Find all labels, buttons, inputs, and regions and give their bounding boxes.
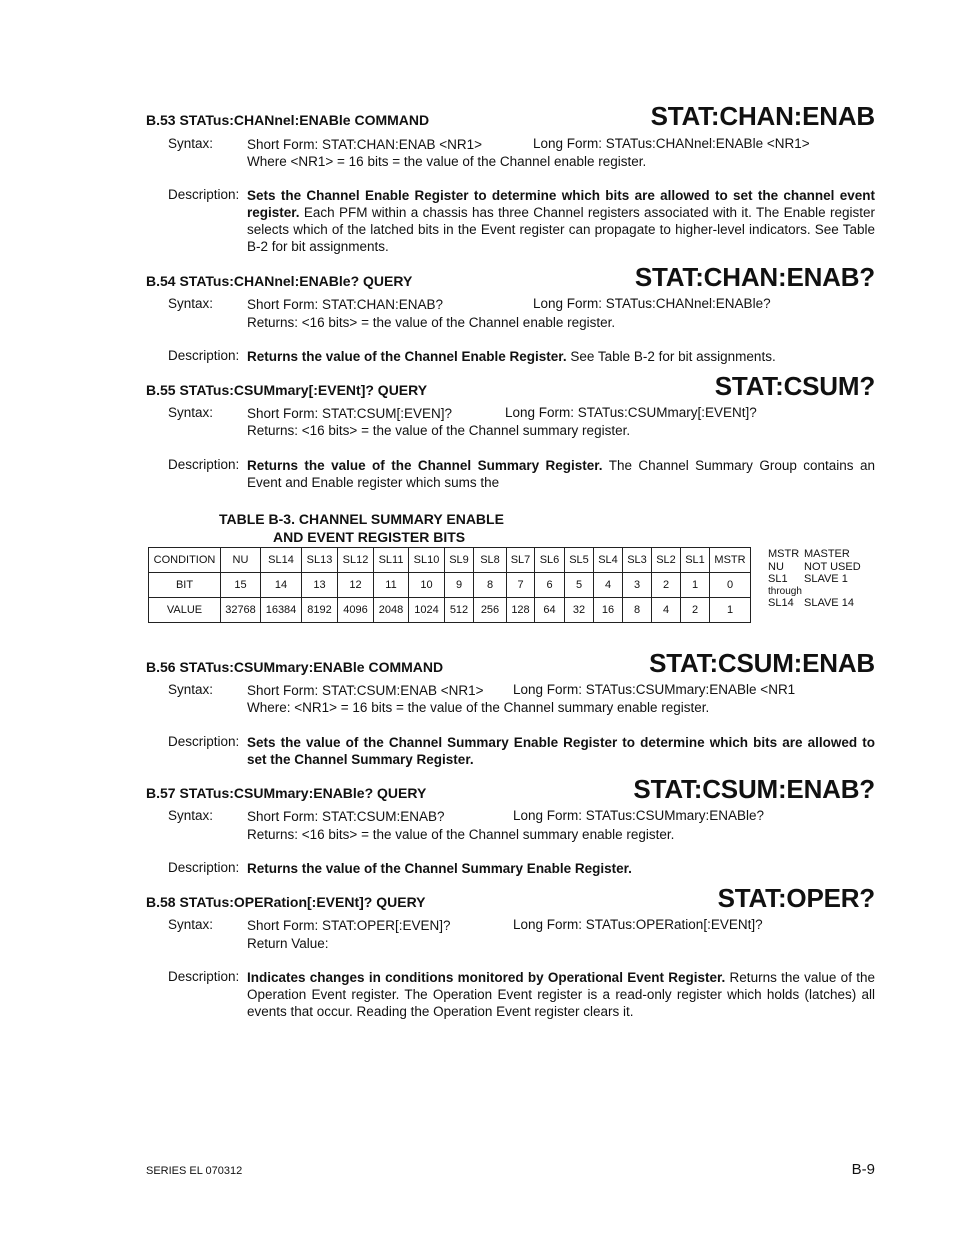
table-cell: 3 [623, 573, 652, 598]
table-cell: 13 [302, 573, 338, 598]
syntax-detail: Where: <NR1> = 16 bits = the value of the Channel summary enable register. [247, 700, 710, 715]
section-heading: B.57 STATus:CSUMmary:ENABle? QUERY [146, 785, 427, 801]
section-heading: B.54 STATus:CHANnel:ENABle? QUERY [146, 273, 413, 289]
long-form: Long Form: STATus:CSUMmary:ENABle? [513, 808, 765, 823]
table-cell: 32 [565, 598, 594, 623]
short-form: Short Form: STAT:CSUM:ENAB <NR1> [247, 683, 484, 698]
short-form: Short Form: STAT:CSUM[:EVEN]? [247, 406, 453, 421]
footer-series: SERIES EL 070312 [146, 1165, 243, 1177]
page-number: B-9 [851, 1161, 875, 1178]
table-cell: NU [221, 548, 261, 573]
description-text [247, 969, 875, 1020]
command-title: STAT:CSUM? [714, 371, 875, 401]
table-cell: MSTR [710, 548, 751, 573]
table-cell: 0 [710, 573, 751, 598]
table-cell: 5 [565, 573, 594, 598]
syntax-label: Syntax: [168, 917, 214, 932]
short-form: Short Form: STAT:CSUM:ENAB? [247, 809, 445, 824]
table-row-value [149, 598, 751, 623]
command-title: STAT:CHAN:ENAB? [634, 262, 875, 292]
syntax-label: Syntax: [168, 682, 214, 697]
description-label: Description: [168, 457, 240, 472]
description-label: Description: [168, 860, 240, 875]
description-rest: The Channel Summary Group contains an Event and Enable register which sums the [247, 458, 875, 490]
table-cell: 8192 [302, 598, 338, 623]
table-cell: SL6 [535, 548, 565, 573]
table-cell: 7 [507, 573, 535, 598]
section-heading: B.53 STATus:CHANnel:ENABle COMMAND [146, 112, 430, 128]
long-form: Long Form: STATus:CSUMmary[:EVENt]? [505, 405, 757, 420]
legend-item [768, 548, 861, 561]
command-title: STAT:CSUM:ENAB [649, 648, 875, 678]
legend-item [768, 573, 861, 586]
table-row-bit [149, 573, 751, 598]
description-bold: Sets the Channel Enable Register to determine which bits are allowed to set the channel event register. [247, 188, 875, 220]
table-cell: SL11 [374, 548, 409, 573]
long-form: Long Form: STATus:OPERation[:EVENt]? [513, 917, 763, 932]
legend-meaning: SLAVE 1 [804, 573, 848, 585]
syntax-detail: Where <NR1> = 16 bits = the value of the Channel enable register. [247, 154, 647, 169]
description-text [247, 457, 875, 491]
table-cell: SL1 [681, 548, 710, 573]
table-cell: SL14 [261, 548, 302, 573]
table-cell: 512 [445, 598, 474, 623]
description-text [247, 734, 875, 768]
table-cell: 10 [409, 573, 445, 598]
table-cell: 2 [681, 598, 710, 623]
legend-item [768, 586, 861, 597]
table-row-condition [149, 548, 751, 573]
command-title: STAT:CSUM:ENAB? [633, 774, 875, 804]
table-cell: 4 [652, 598, 681, 623]
command-title: STAT:CHAN:ENAB [650, 101, 875, 131]
legend-abbr: MSTR [768, 548, 800, 560]
table-cell: 11 [374, 573, 409, 598]
legend-meaning: SLAVE 14 [804, 596, 854, 609]
description-rest: Each PFM within a chassis has three Channel registers associated with it. The Enable register selects which of the latched bits in the Event register can propagate to higher-level indicators. See Table B-2 for bit assignments. [247, 205, 875, 254]
long-form: Long Form: STATus:CSUMmary:ENABle <NR1 [513, 682, 796, 697]
table-cell: 4 [594, 573, 623, 598]
legend-meaning: NOT USED [804, 560, 861, 573]
syntax-detail: Returns: <16 bits> = the value of the Channel enable register. [247, 315, 616, 330]
table-cell: SL9 [445, 548, 474, 573]
legend-abbr: through [768, 585, 802, 597]
table-title-line1: TABLE B-3. CHANNEL SUMMARY ENABLE [219, 511, 504, 527]
legend-meaning: MASTER [804, 548, 850, 560]
long-form: Long Form: STATus:CHANnel:ENABle? [533, 296, 771, 311]
table-cell: 12 [338, 573, 374, 598]
legend-abbr: NU [768, 560, 784, 573]
description-text [247, 860, 875, 877]
short-form: Short Form: STAT:CHAN:ENAB? [247, 297, 444, 312]
short-form: Short Form: STAT:OPER[:EVEN]? [247, 918, 451, 933]
syntax-label: Syntax: [168, 808, 214, 823]
description-bold: Sets the value of the Channel Summary Enable Register to determine which bits are allowed to set the Channel Summary Register. [247, 735, 875, 767]
short-form: Short Form: STAT:CHAN:ENAB <NR1> [247, 137, 483, 152]
table-cell: SL7 [507, 548, 535, 573]
table-cell: 15 [221, 573, 261, 598]
table-cell: 1 [681, 573, 710, 598]
register-bits-table [148, 547, 751, 623]
table-cell: 9 [445, 573, 474, 598]
table-cell: 64 [535, 598, 565, 623]
table-cell: 14 [261, 573, 302, 598]
table-cell: SL3 [623, 548, 652, 573]
table-cell: 32768 [221, 598, 261, 623]
table-cell: 2048 [374, 598, 409, 623]
table-cell: 128 [507, 598, 535, 623]
legend-item [768, 561, 861, 574]
long-form: Long Form: STATus:CHANnel:ENABle <NR1> [533, 136, 810, 151]
table-row-header: VALUE [149, 598, 221, 623]
syntax-detail: Return Value: [247, 936, 329, 951]
table-cell: SL10 [409, 548, 445, 573]
table-cell: SL4 [594, 548, 623, 573]
table-cell: 6 [535, 573, 565, 598]
description-bold: Returns the value of the Channel Enable Register. [247, 349, 567, 364]
table-row-header: CONDITION [149, 548, 221, 573]
table-cell: 8 [623, 598, 652, 623]
section-heading: B.58 STATus:OPERation[:EVENt]? QUERY [146, 894, 426, 910]
table-legend [768, 548, 861, 609]
legend-abbr: SL1 [768, 573, 788, 585]
description-rest: See Table B-2 for bit assignments. [566, 349, 776, 364]
syntax-detail: Returns: <16 bits> = the value of the Channel summary enable register. [247, 827, 675, 842]
table-cell: 256 [474, 598, 507, 623]
legend-abbr: SL14 [768, 596, 794, 609]
syntax-label: Syntax: [168, 136, 214, 151]
description-text [247, 187, 875, 255]
table-cell: 2 [652, 573, 681, 598]
table-cell: 16384 [261, 598, 302, 623]
table-cell: SL12 [338, 548, 374, 573]
table-cell: 4096 [338, 598, 374, 623]
table-row-header: BIT [149, 573, 221, 598]
syntax-label: Syntax: [168, 405, 214, 420]
description-label: Description: [168, 187, 240, 202]
table-cell: SL5 [565, 548, 594, 573]
description-label: Description: [168, 348, 240, 363]
syntax-detail: Returns: <16 bits> = the value of the Channel summary register. [247, 423, 631, 438]
table-cell: SL2 [652, 548, 681, 573]
legend-item [768, 597, 861, 610]
section-heading: B.55 STATus:CSUMmary[:EVENt]? QUERY [146, 382, 428, 398]
description-bold: Returns the value of the Channel Summary Enable Register. [247, 861, 632, 876]
syntax-label: Syntax: [168, 296, 214, 311]
description-bold: Indicates changes in conditions monitored by Operational Event Register. [247, 970, 726, 985]
command-title: STAT:OPER? [717, 883, 875, 913]
table-cell: SL13 [302, 548, 338, 573]
description-rest: Returns the value of the Operation Event register. The Operation Event register is a read-only register which holds (latches) all events that occur. Reading the Operation Event register clears it. [247, 970, 875, 1019]
description-label: Description: [168, 734, 240, 749]
table-cell: 8 [474, 573, 507, 598]
description-text [247, 348, 875, 365]
section-heading: B.56 STATus:CSUMmary:ENABle COMMAND [146, 659, 444, 675]
description-bold: Returns the value of the Channel Summary Register. [247, 458, 603, 473]
description-label: Description: [168, 969, 240, 984]
table-title-line2: AND EVENT REGISTER BITS [273, 529, 466, 545]
table-cell: SL8 [474, 548, 507, 573]
table-cell: 1024 [409, 598, 445, 623]
table-cell: 1 [710, 598, 751, 623]
table-cell: 16 [594, 598, 623, 623]
